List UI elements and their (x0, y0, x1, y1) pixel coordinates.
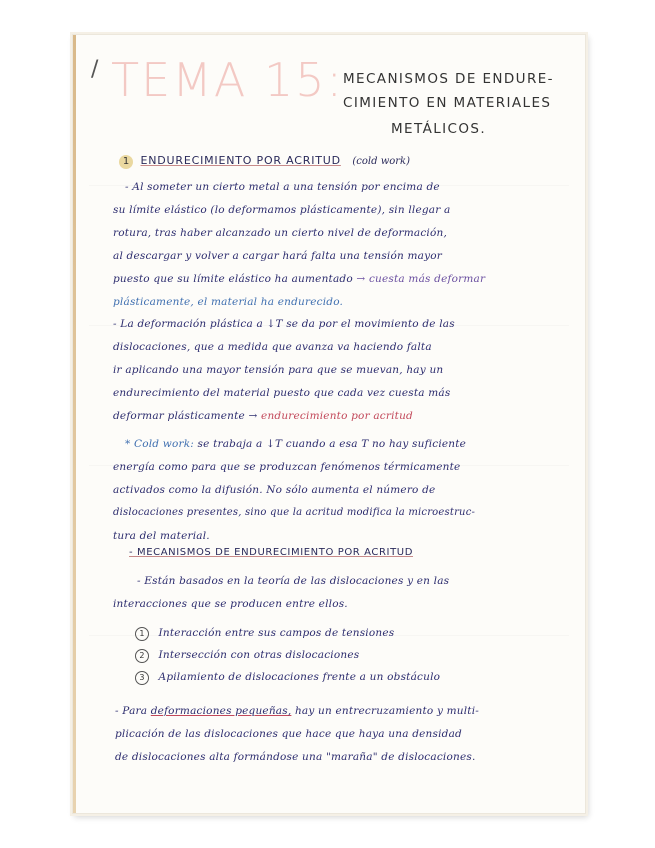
text-segment: hay un entrecruzamiento y multi- (294, 705, 480, 717)
text-line: su límite elástico (lo deformamos plásticamente), sin llegar a (113, 204, 451, 216)
section-2-heading (129, 547, 413, 558)
text-line: dislocaciones, que a medida que avanza va haciendo falta (113, 341, 432, 353)
section-number: 1 (119, 155, 133, 169)
text-line: energía como para que se produzcan fenómenos térmicamente (113, 461, 461, 473)
section-2-title: - MECANISMOS DE ENDURECIMIENTO POR ACRITUD (129, 547, 414, 558)
section-1-title: ENDURECIMIENTO POR ACRITUD (140, 154, 341, 167)
list-item (135, 649, 359, 663)
text-line: plásticamente, el material ha endurecido. (113, 296, 344, 308)
text-segment: - Para (115, 705, 148, 717)
text-segment: puesto que su límite elástico ha aumentado (113, 273, 353, 285)
text-line: interacciones que se producen entre ellos. (113, 598, 348, 610)
title-line-1: MECANISMOS DE ENDURE- (343, 71, 554, 87)
text-line: al descargar y volver a cargar hará falta una tensión mayor (113, 250, 442, 262)
list-number: 3 (135, 671, 149, 685)
list-item (135, 627, 394, 641)
text-line: endurecimiento del material puesto que cada vez cuesta más (113, 387, 451, 399)
text-line: - Están basados en la teoría de las dislocaciones y en las (137, 575, 450, 587)
text-line: ir aplicando una mayor tensión para que se muevan, hay un (113, 364, 444, 376)
list-item-text: Intersección con otras dislocaciones (158, 649, 360, 661)
text-line: - Al someter un cierto metal a una tensión por encima de (125, 181, 440, 193)
text-segment: se trabaja a ↓T cuando a esa T no hay suficiente (197, 438, 467, 450)
title-slash-mark: / (91, 57, 99, 82)
text-line: rotura, tras haber alcanzado un cierto nivel de deformación, (113, 227, 447, 239)
highlight-segment: → cuesta más deformar (356, 273, 486, 285)
list-number: 1 (135, 627, 149, 641)
tema-heading: TEMA 15: (111, 53, 344, 107)
text-line (113, 273, 485, 285)
highlight-segment: endurecimiento por acritud (261, 410, 413, 422)
title-line-3: METÁLICOS. (391, 121, 487, 137)
text-line: activados como la difusión. No sólo aumenta el número de (113, 484, 436, 496)
notebook-page (72, 34, 586, 814)
paper-edge (73, 35, 76, 813)
section-1-heading (119, 154, 410, 169)
list-item-text: Interacción entre sus campos de tensiones (158, 627, 395, 639)
title-line-2: CIMIENTO EN MATERIALES (343, 95, 552, 111)
text-line: tura del material. (113, 530, 210, 542)
text-line: - La deformación plástica a ↓T se da por el movimiento de las (113, 318, 455, 330)
text-line (115, 705, 479, 717)
text-line: dislocaciones presentes, sino que la acritud modifica la microestruc- (113, 507, 476, 518)
text-line: plicación de las dislocaciones que hace que haya una densidad (115, 728, 462, 740)
cold-work-label: * Cold work: (125, 438, 194, 450)
text-line (113, 410, 413, 422)
underlined-segment: deformaciones pequeñas, (150, 705, 292, 717)
list-number: 2 (135, 649, 149, 663)
list-item-text: Apilamiento de dislocaciones frente a un obstáculo (158, 671, 441, 683)
text-segment: deformar plásticamente → (113, 410, 258, 422)
text-line: de dislocaciones alta formándose una "maraña" de dislocaciones. (115, 751, 476, 763)
text-line (125, 438, 466, 450)
section-1-note: (cold work) (352, 156, 411, 167)
list-item (135, 671, 440, 685)
